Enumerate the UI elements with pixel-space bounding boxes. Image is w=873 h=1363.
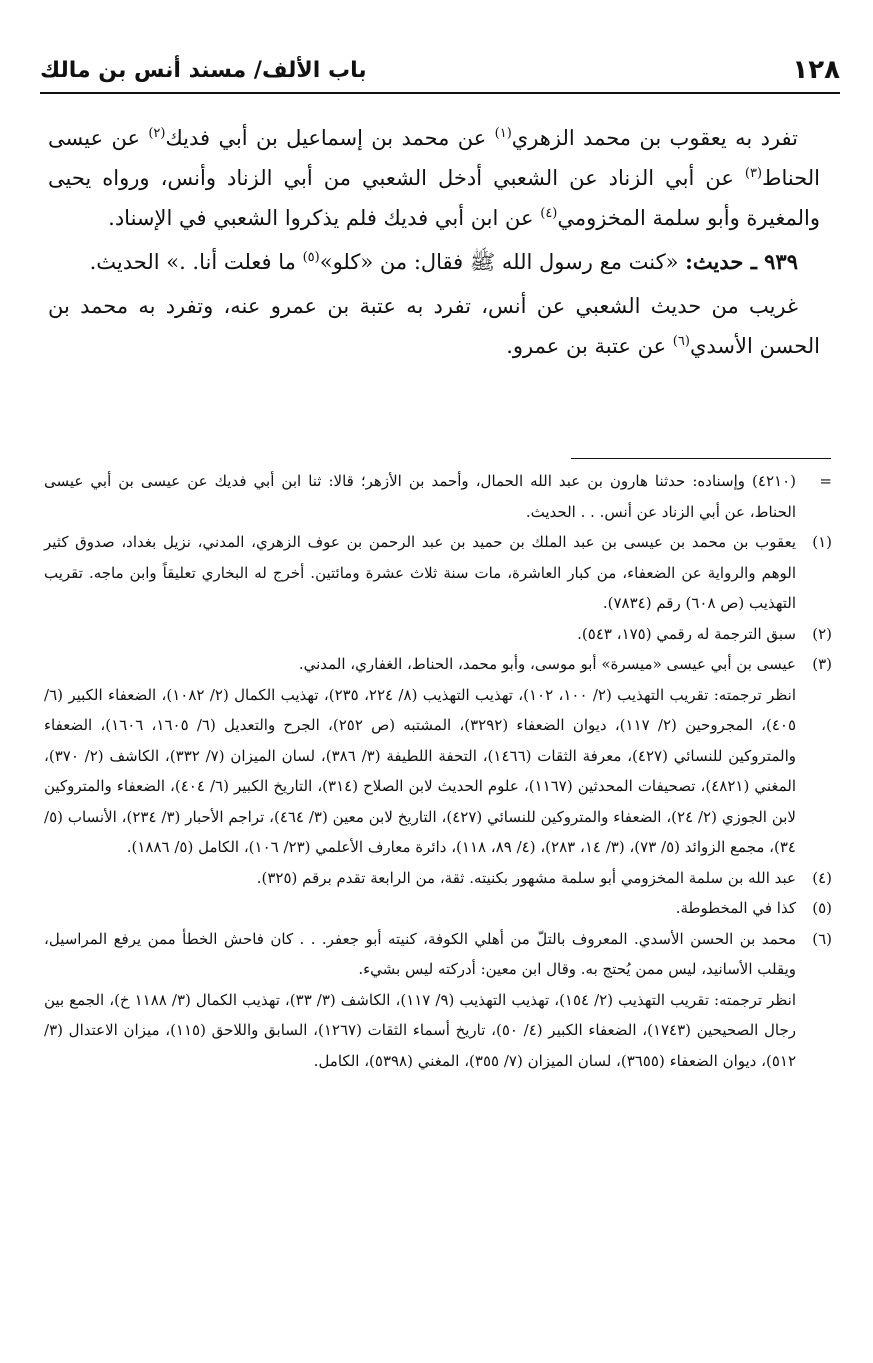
hadith-entry (48, 242, 820, 282)
footnote-text: انظر ترجمته: تقريب التهذيب (٢/ ١٥٤)، تهذيب التهذيب (٩/ ١١٧)، الكاشف (٣/ ٣٣)، تهذيب الكمال (٣/ ١١٨٨ خ)، الجمع بين رجال الصحيحين (١٧٤٣)، الضعفاء الكبير (٤/ ٥٠)، تاريخ أسماء الثقات (١٢٦٧)، السابق واللاحق (١١٥)، ميزان الاعتدال (٣/ ٥١٢)، ديوان الضعفاء (٣٦٥٥)، لسان الميزان (٧/ ٣٥٥)، المغني (٥٣٩٨)، الكامل. (44, 990, 796, 1070)
footnote-body (44, 527, 796, 619)
footnote-body (44, 924, 796, 1077)
footnote-text: كذا في المخطوطة. (675, 899, 796, 917)
footnote-text: انظر ترجمته: تقريب التهذيب (٢/ ١٠٠، ١٠٢)، تهذيب التهذيب (٨/ ٢٢٤، ٢٣٥)، تهذيب الكمال (٢/ ١٠٨٢)، الضعفاء الكبير (٦/ ٤٠٥)، المجروحين (٢/ ١١٧)، ديوان الضعفاء (٣٢٩٢)، المشتبه (ص ٢٥٢)، الجرح والتعديل (٦/ ١٦٠٥، ١٦٠٦)، الضعفاء والمتروكين للنسائي (٤٢٧)، معرفة الثقات (١٤٦٦)، التحفة اللطيفة (٣/ ٣٨٦)، لسان الميزان (٧/ ٣٣٢)، الكاشف (٢/ ٣٧٠)، المغني (٤٨٢١)، تصحيفات المحدثين (١١٦٧)، علوم الحديث لابن الصلاح (٣١٤)، التاريخ الكبير (٦/ ٤٠٤)، الضعفاء والمتروكين لابن الجوزي (٢/ ٢٤)، الضعفاء والمتروكين للنسائي (٤٢٧)، التاريخ لابن معين (٣/ ٤٦٤)، تراجم الأحبار (٣/ ٢٣٤)، الأنساب (٥/ ٣٤)، مجمع الزوائد (٥/ ٧٣)، (٣/ ١٤، ٢٨٣)، (٤/ ٨٩، ١١٨)، دائرة معارف الأعلمي (٢٣/ ١٠٦)، الكامل (٥/ ١٨٨٦). (44, 685, 797, 856)
page-number: ١٢٨ (792, 55, 840, 85)
hadith-text: «كنت مع رسول الله ﷺ فقال: من «كلو» (319, 250, 686, 274)
footnote-mark: (٦) (812, 929, 832, 948)
footnote-text: محمد بن الحسن الأسدي. المعروف بالتلّ من أهلي الكوفة، كنيته أبو جعفر. . . كان فاحش الخطأ ممن يرفع المراسيل، ويقلب الأسانيد، ليس ممن يُحتج به. وقال ابن معين: أدركته ليس بشيء. (44, 929, 796, 978)
footnote-item (44, 527, 832, 619)
footnote-mark: (٣) (812, 655, 832, 673)
footnote-ref: (٣) (744, 166, 763, 181)
text-run: عن ابن أبي فديك فلم يذكروا الشعبي في الإسناد. (108, 206, 541, 230)
paragraph-1 (48, 118, 820, 238)
footnote-body (44, 466, 796, 527)
text-run: عن محمد بن إسماعيل بن أبي فديك (165, 126, 495, 150)
main-text (48, 118, 820, 370)
footnote-body (44, 893, 796, 924)
footnote-mark: (٤) (812, 868, 832, 887)
footnote-mark: (٥) (812, 899, 832, 917)
footnote-body (44, 619, 796, 650)
footnote-ref: (٤) (540, 206, 558, 221)
footnote-body (44, 863, 796, 894)
footnote-ref: (٦) (672, 334, 690, 349)
hadith-text: ما فعلت أنا. .» الحديث. (89, 250, 303, 274)
footnote-item (44, 924, 832, 1077)
footnote-text: عيسى بن أبي عيسى «ميسرة» أبو موسى، وأبو محمد، الحناط، الغفاري، المدني. (298, 655, 796, 673)
footnote-item (44, 863, 832, 894)
footnote-text: (٤٢١٠) وإسناده: حدثنا هارون بن عبد الله الحمال، وأحمد بن الأزهر؛ قالا: ثنا ابن أبي فديك عن عيسى بن أبي عيسى الحناط، عن أبي الزناد عن أنس. . . الحديث. (44, 472, 796, 521)
footnote-text: عبد الله بن سلمة المخزومي أبو سلمة مشهور بكنيته. ثقة، من الرابعة تقدم برقم (٣٢٥). (256, 868, 796, 887)
text-run: عن عيسى الحناط (48, 126, 820, 190)
footnote-text: يعقوب بن محمد بن عيسى بن عبد الملك بن حميد بن عبد الرحمن بن عوف الزهري، المدني، نزيل بغداد، صدوق كثير الوهم والرواية عن الضعفاء، من كبار العاشرة، مات سنة ثلاث عشرة ومائتين. أخرج له البخاري تعليقاً وابن ماجه. تقريب التهذيب (ص ٦٠٨) رقم (٧٨٣٤). (44, 533, 796, 612)
footnote-item (44, 649, 832, 863)
footnote-mark: (٢) (812, 624, 832, 643)
footnote-ref: (٢) (148, 126, 166, 141)
text-run: عن أبي الزناد عن الشعبي أدخل الشعبي من أبي الزناد وأنس، ورواه يحيى والمغيرة وأبو سلمة المخزومي (48, 166, 820, 230)
footnote-divider (571, 458, 831, 459)
hadith-number: ٩٣٩ ـ حديث: (685, 249, 798, 274)
footnote-body (44, 649, 796, 863)
page-header (40, 48, 840, 94)
footnote-item (44, 893, 832, 924)
footnote-item (44, 619, 832, 650)
text-run: عن عتبة بن عمرو. (506, 334, 673, 358)
footnote-ref: (١) (494, 126, 512, 141)
footnote-mark: = (819, 472, 832, 490)
footnote-ref: (٥) (302, 250, 320, 265)
running-title: باب الألف/ مسند أنس بن مالك (40, 57, 367, 83)
paragraph-2 (48, 286, 820, 366)
footnotes (44, 466, 832, 1076)
footnote-item (44, 466, 832, 527)
footnote-text: سبق الترجمة له رقمي (١٧٥، ٥٤٣). (577, 624, 796, 643)
footnote-mark: (١) (812, 533, 832, 551)
text-run: غريب من حديث الشعبي عن أنس، تفرد به عتبة بن عمرو عنه، وتفرد به محمد بن الحسن الأسدي (48, 294, 820, 358)
text-run: تفرد به يعقوب بن محمد الزهري (511, 126, 798, 150)
